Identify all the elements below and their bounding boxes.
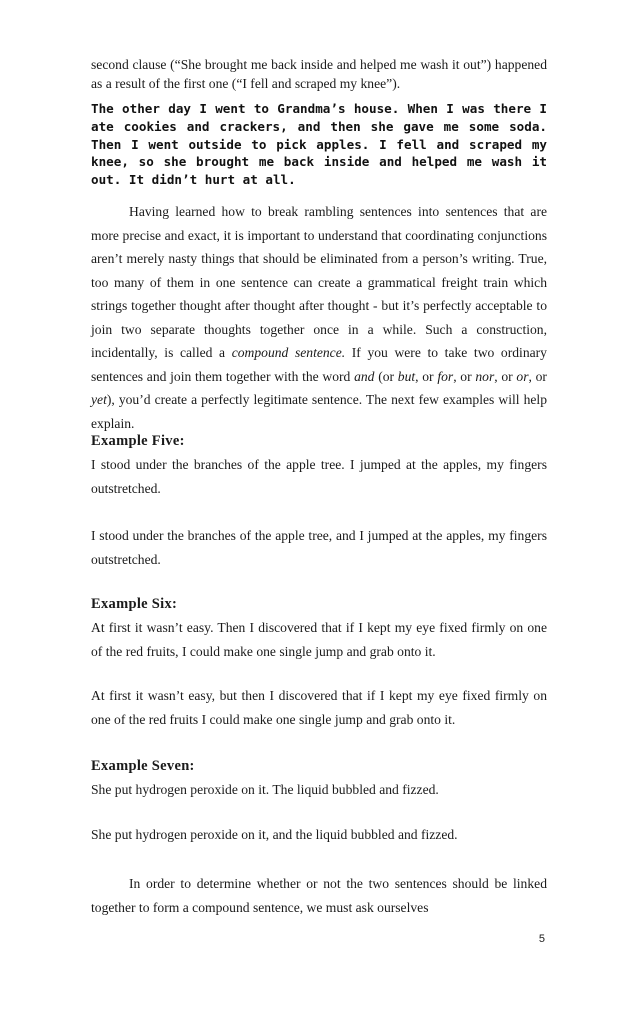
page-number: 5: [538, 933, 545, 945]
example-six-sentence-a: At first it wasn’t easy. Then I discovered that if I kept my eye fixed firmly on one of the red fruits, I could make one single jump and grab onto it.: [91, 620, 547, 659]
paragraph-final: In order to determine whether or not the two sentences should be linked together to form a compound sentence, we must ask ourselves: [91, 876, 547, 915]
bold-example-paragraph: The other day I went to Grandma’s house. When I was there I ate cookies and crackers, and then she gave me some soda. Then I went outside to pick apples. I fell and scraped my knee, so she brought me back inside and helped me wash it out. It didn’t hurt at all.: [91, 101, 547, 188]
paragraph-compound-sentence: Having learned how to break rambling sentences into sentences that are more precise and exact, it is important to understand that coordinating conjunctions aren’t merely nasty things that should be eliminated from a person’s writing. True, too many of them in one sentence can create a grammatical freight train which strings together thought after thought after thought - but it’s perfectly acceptable to join two separate thoughts together once in a while. Such a construction, incidentally, is called a compound sentence. If you were to take two ordinary sentences and join them together with the word and (or but, or for, or nor, or or, or yet), you’d create a perfectly legitimate sentence. The next few examples will help explain.: [91, 204, 547, 431]
example-five-sentence-a: I stood under the branches of the apple tree. I jumped at the apples, my fingers outstretched.: [91, 457, 547, 496]
example-five-sentence-b: I stood under the branches of the apple tree, and I jumped at the apples, my fingers outstretched.: [91, 528, 547, 567]
example-six-sentence-b: At first it wasn’t easy, but then I discovered that if I kept my eye fixed firmly on one of the red fruits I could make one single jump and grab onto it.: [91, 688, 547, 727]
example-five-heading: Example Five:: [91, 433, 185, 449]
example-seven-sentence-b: She put hydrogen peroxide on it, and the liquid bubbled and fizzed.: [91, 827, 458, 842]
paragraph-continued: second clause (“She brought me back inside and helped me wash it out”) happened as a result of the first one (“I fell and scraped my knee”).: [91, 57, 547, 91]
example-seven-sentence-a: She put hydrogen peroxide on it. The liquid bubbled and fizzed.: [91, 782, 439, 797]
example-six-heading: Example Six:: [91, 596, 178, 612]
example-seven-heading: Example Seven:: [91, 758, 195, 774]
